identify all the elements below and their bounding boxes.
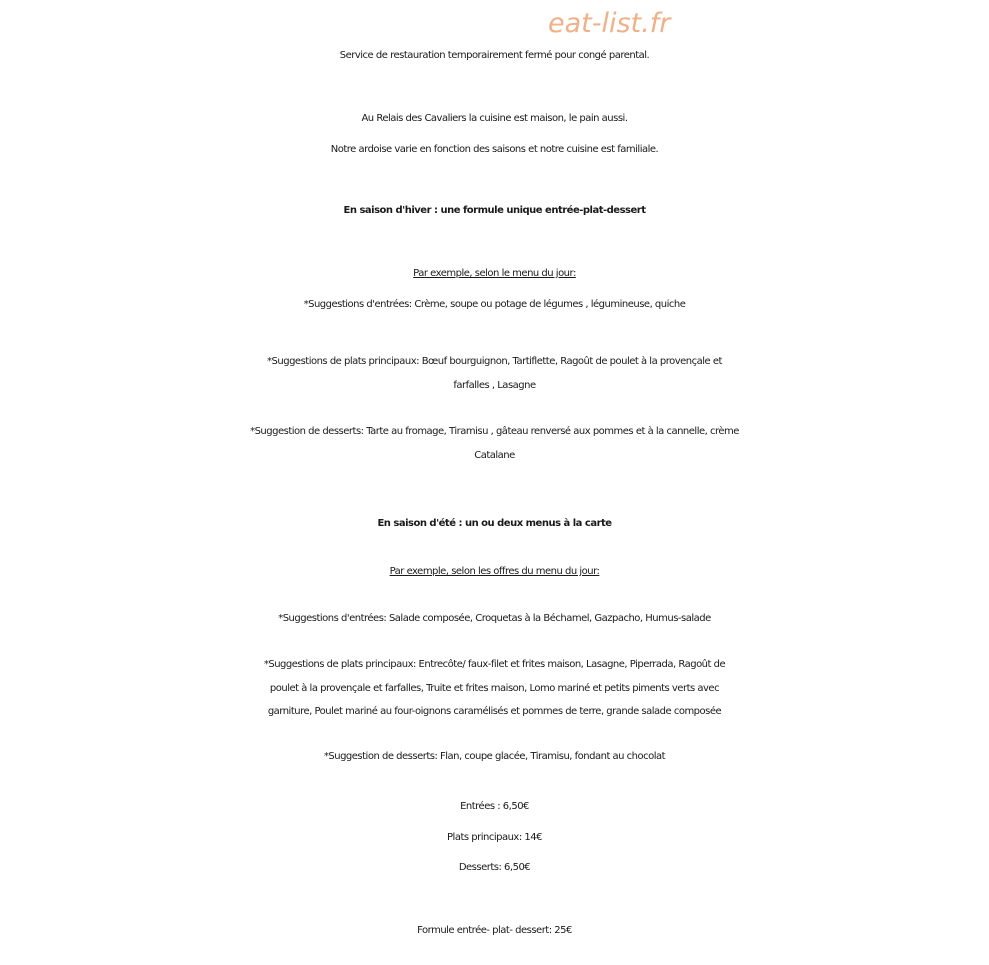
winter-starters: *Suggestions d'entrées: Crème, soupe ou potage de légumes , légumineuse, quiche <box>303 299 686 310</box>
summer-heading: En saison d'été : un ou deux menus à la carte <box>377 518 612 529</box>
closed-notice: Service de restauration temporairement fermé pour congé parental. <box>339 50 650 61</box>
winter-mains-line-1: *Suggestions de plats principaux: Bœuf bourguignon, Tartiflette, Ragoût de poulet à la provençale et <box>267 356 722 367</box>
watermark-logo: eat-list.fr <box>548 8 671 39</box>
winter-mains-line-2: farfalles , Lasagne <box>453 380 536 391</box>
price-formula: Formule entrée- plat- dessert: 25€ <box>417 925 572 936</box>
price-mains: Plats principaux: 14€ <box>447 832 542 843</box>
summer-example-label: Par exemple, selon les offres du menu du jour: <box>389 566 600 577</box>
summer-mains-line-3: garniture, Poulet mariné au four-oignons caramélisés et pommes de terre, grande salade composée <box>267 706 722 717</box>
summer-mains-line-1: *Suggestions de plats principaux: Entrecôte/ faux-filet et frites maison, Lasagne, Piperrada, Ragoût de <box>263 659 726 670</box>
summer-mains-line-2: poulet à la provençale et farfalles, Truite et frites maison, Lomo mariné et petits piments verts avec <box>269 683 720 694</box>
summer-starters: *Suggestions d'entrées: Salade composée, Croquetas à la Béchamel, Gazpacho, Humus-salade <box>278 613 711 624</box>
winter-desserts-line-2: Catalane <box>474 450 515 461</box>
intro-line-2: Notre ardoise varie en fonction des saisons et notre cuisine est familiale. <box>330 144 659 155</box>
winter-desserts-line-1: *Suggestion de desserts: Tarte au fromage, Tiramisu , gâteau renversé aux pommes et à la cannelle, crème <box>250 426 739 437</box>
price-desserts: Desserts: 6,50€ <box>458 862 531 873</box>
price-starters: Entrées : 6,50€ <box>460 801 529 812</box>
summer-desserts: *Suggestion de desserts: Flan, coupe glacée, Tiramisu, fondant au chocolat <box>323 751 666 762</box>
intro-line-1: Au Relais des Cavaliers la cuisine est maison, le pain aussi. <box>361 113 628 124</box>
winter-example-label: Par exemple, selon le menu du jour: <box>413 268 576 279</box>
winter-heading: En saison d'hiver : une formule unique entrée-plat-dessert <box>343 205 646 216</box>
